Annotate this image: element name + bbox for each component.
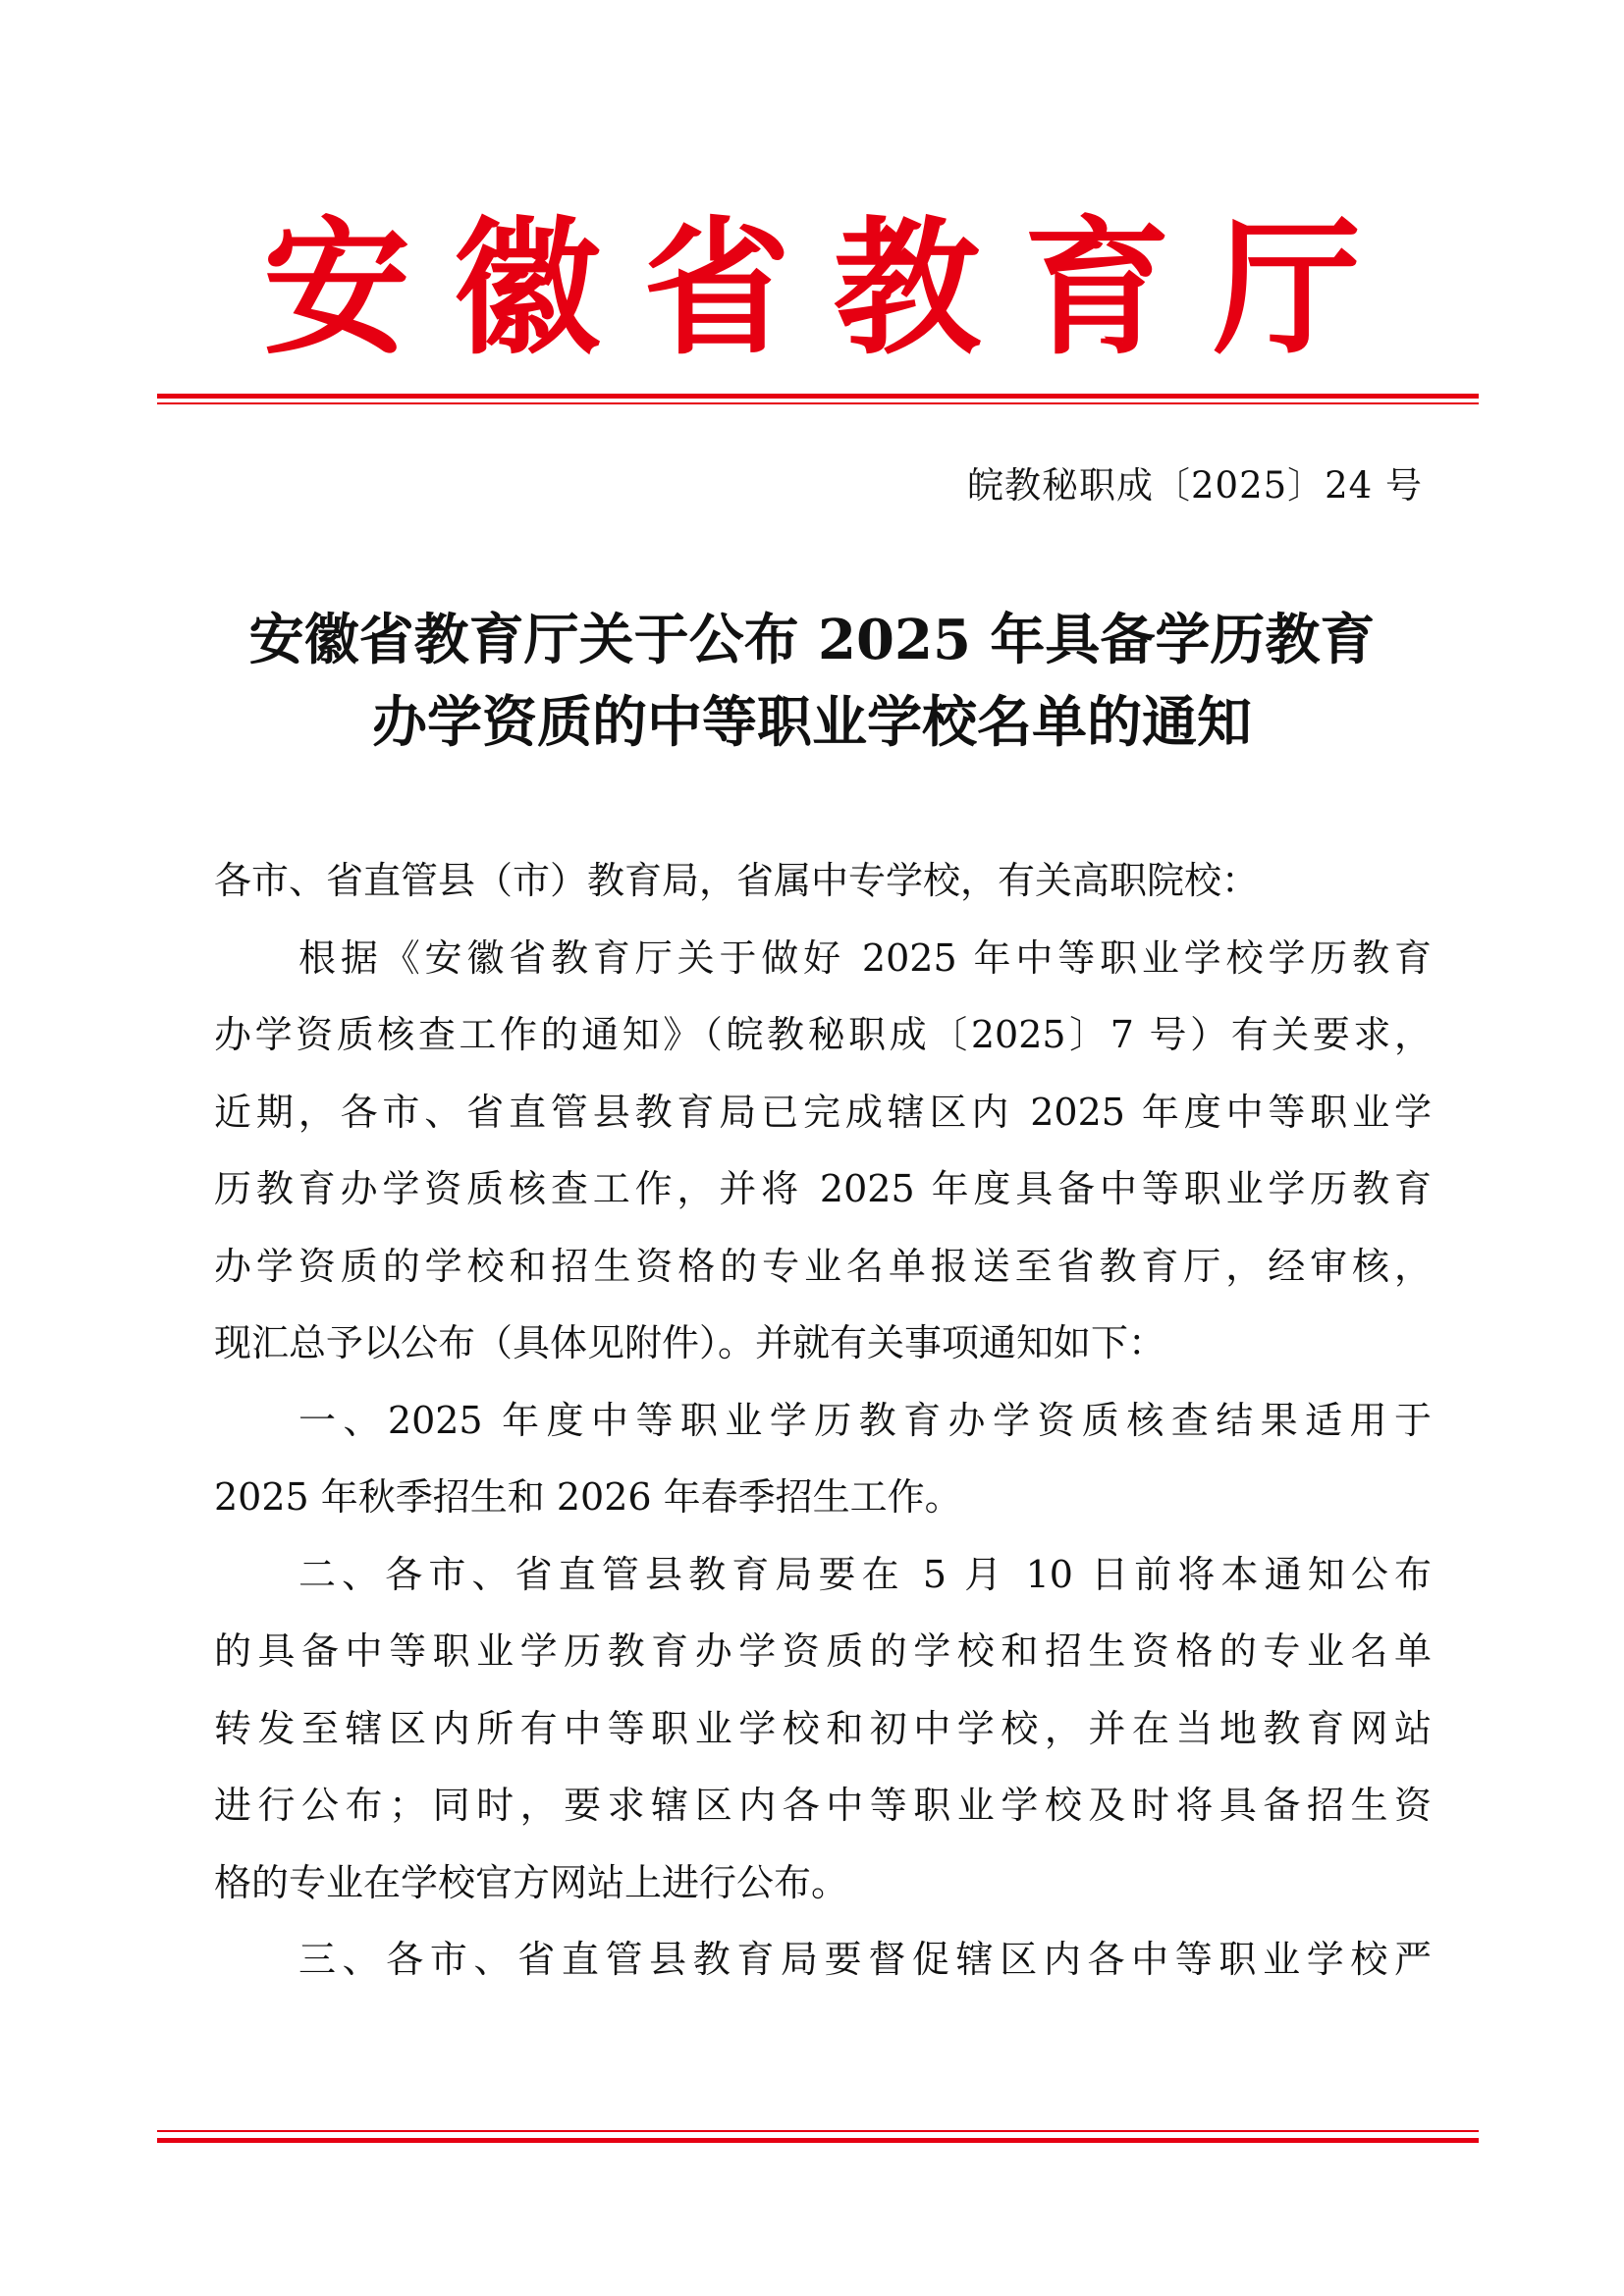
letterhead-char: 育 <box>1023 204 1171 375</box>
salutation-line: 各市、省直管县（市）教育局，省属中专学校，有关高职院校： <box>214 859 1260 902</box>
footer-red-rule-thick <box>157 2138 1479 2143</box>
document-body <box>214 842 1432 1999</box>
body-line: 近期，各市、省直管县教育局已完成辖区内 2025 年度中等职业学 <box>214 1090 1432 1134</box>
body-line: 历教育办学资质核查工作，并将 2025 年度具备中等职业学历教育 <box>214 1167 1432 1210</box>
footer-red-rule-thin <box>157 2130 1479 2132</box>
header-red-rule-thick <box>157 394 1479 399</box>
letterhead-char: 厅 <box>1213 204 1361 375</box>
letterhead-title <box>157 204 1467 375</box>
body-line: 一、2025 年度中等职业学历教育办学资质核查结果适用于 <box>298 1398 1432 1442</box>
letterhead-char: 教 <box>833 204 981 375</box>
body-line: 的具备中等职业学历教育办学资质的学校和招生资格的专业名单 <box>214 1629 1432 1673</box>
header-red-rule-thin <box>157 402 1479 404</box>
body-line: 2025 年秋季招生和 2026 年春季招生工作。 <box>214 1475 962 1519</box>
body-line: 格的专业在学校官方网站上进行公布。 <box>214 1860 849 1904</box>
body-line: 进行公布；同时，要求辖区内各中等职业学校及时将具备招生资 <box>214 1784 1432 1827</box>
title-line-2: 办学资质的中等职业学校名单的通知 <box>372 690 1252 755</box>
document-title <box>157 599 1467 764</box>
title-line-1: 安徽省教育厅关于公布 2025 年具备学历教育 <box>248 608 1376 672</box>
body-line: 根据《安徽省教育厅关于做好 2025 年中等职业学校学历教育 <box>298 935 1432 980</box>
letterhead-char: 省 <box>643 204 791 375</box>
body-line: 办学资质的学校和招生资格的专业名单报送至省教育厅，经审核， <box>214 1244 1432 1288</box>
body-line: 办学资质核查工作的通知》（皖教秘职成〔2025〕7 号）有关要求， <box>214 1013 1432 1056</box>
body-line: 转发至辖区内所有中等职业学校和初中学校，并在当地教育网站 <box>214 1706 1432 1750</box>
letterhead-char: 安 <box>263 204 411 375</box>
body-line: 现汇总予以公布（具体见附件）。并就有关事项通知如下： <box>214 1321 1166 1364</box>
body-line: 三、各市、省直管县教育局要督促辖区内各中等职业学校严 <box>298 1938 1432 1981</box>
document-number: 皖教秘职成〔2025〕24 号 <box>966 464 1423 507</box>
body-line: 二、各市、省直管县教育局要在 5 月 10 日前将本通知公布 <box>298 1552 1432 1596</box>
letterhead-char: 徽 <box>453 204 601 375</box>
